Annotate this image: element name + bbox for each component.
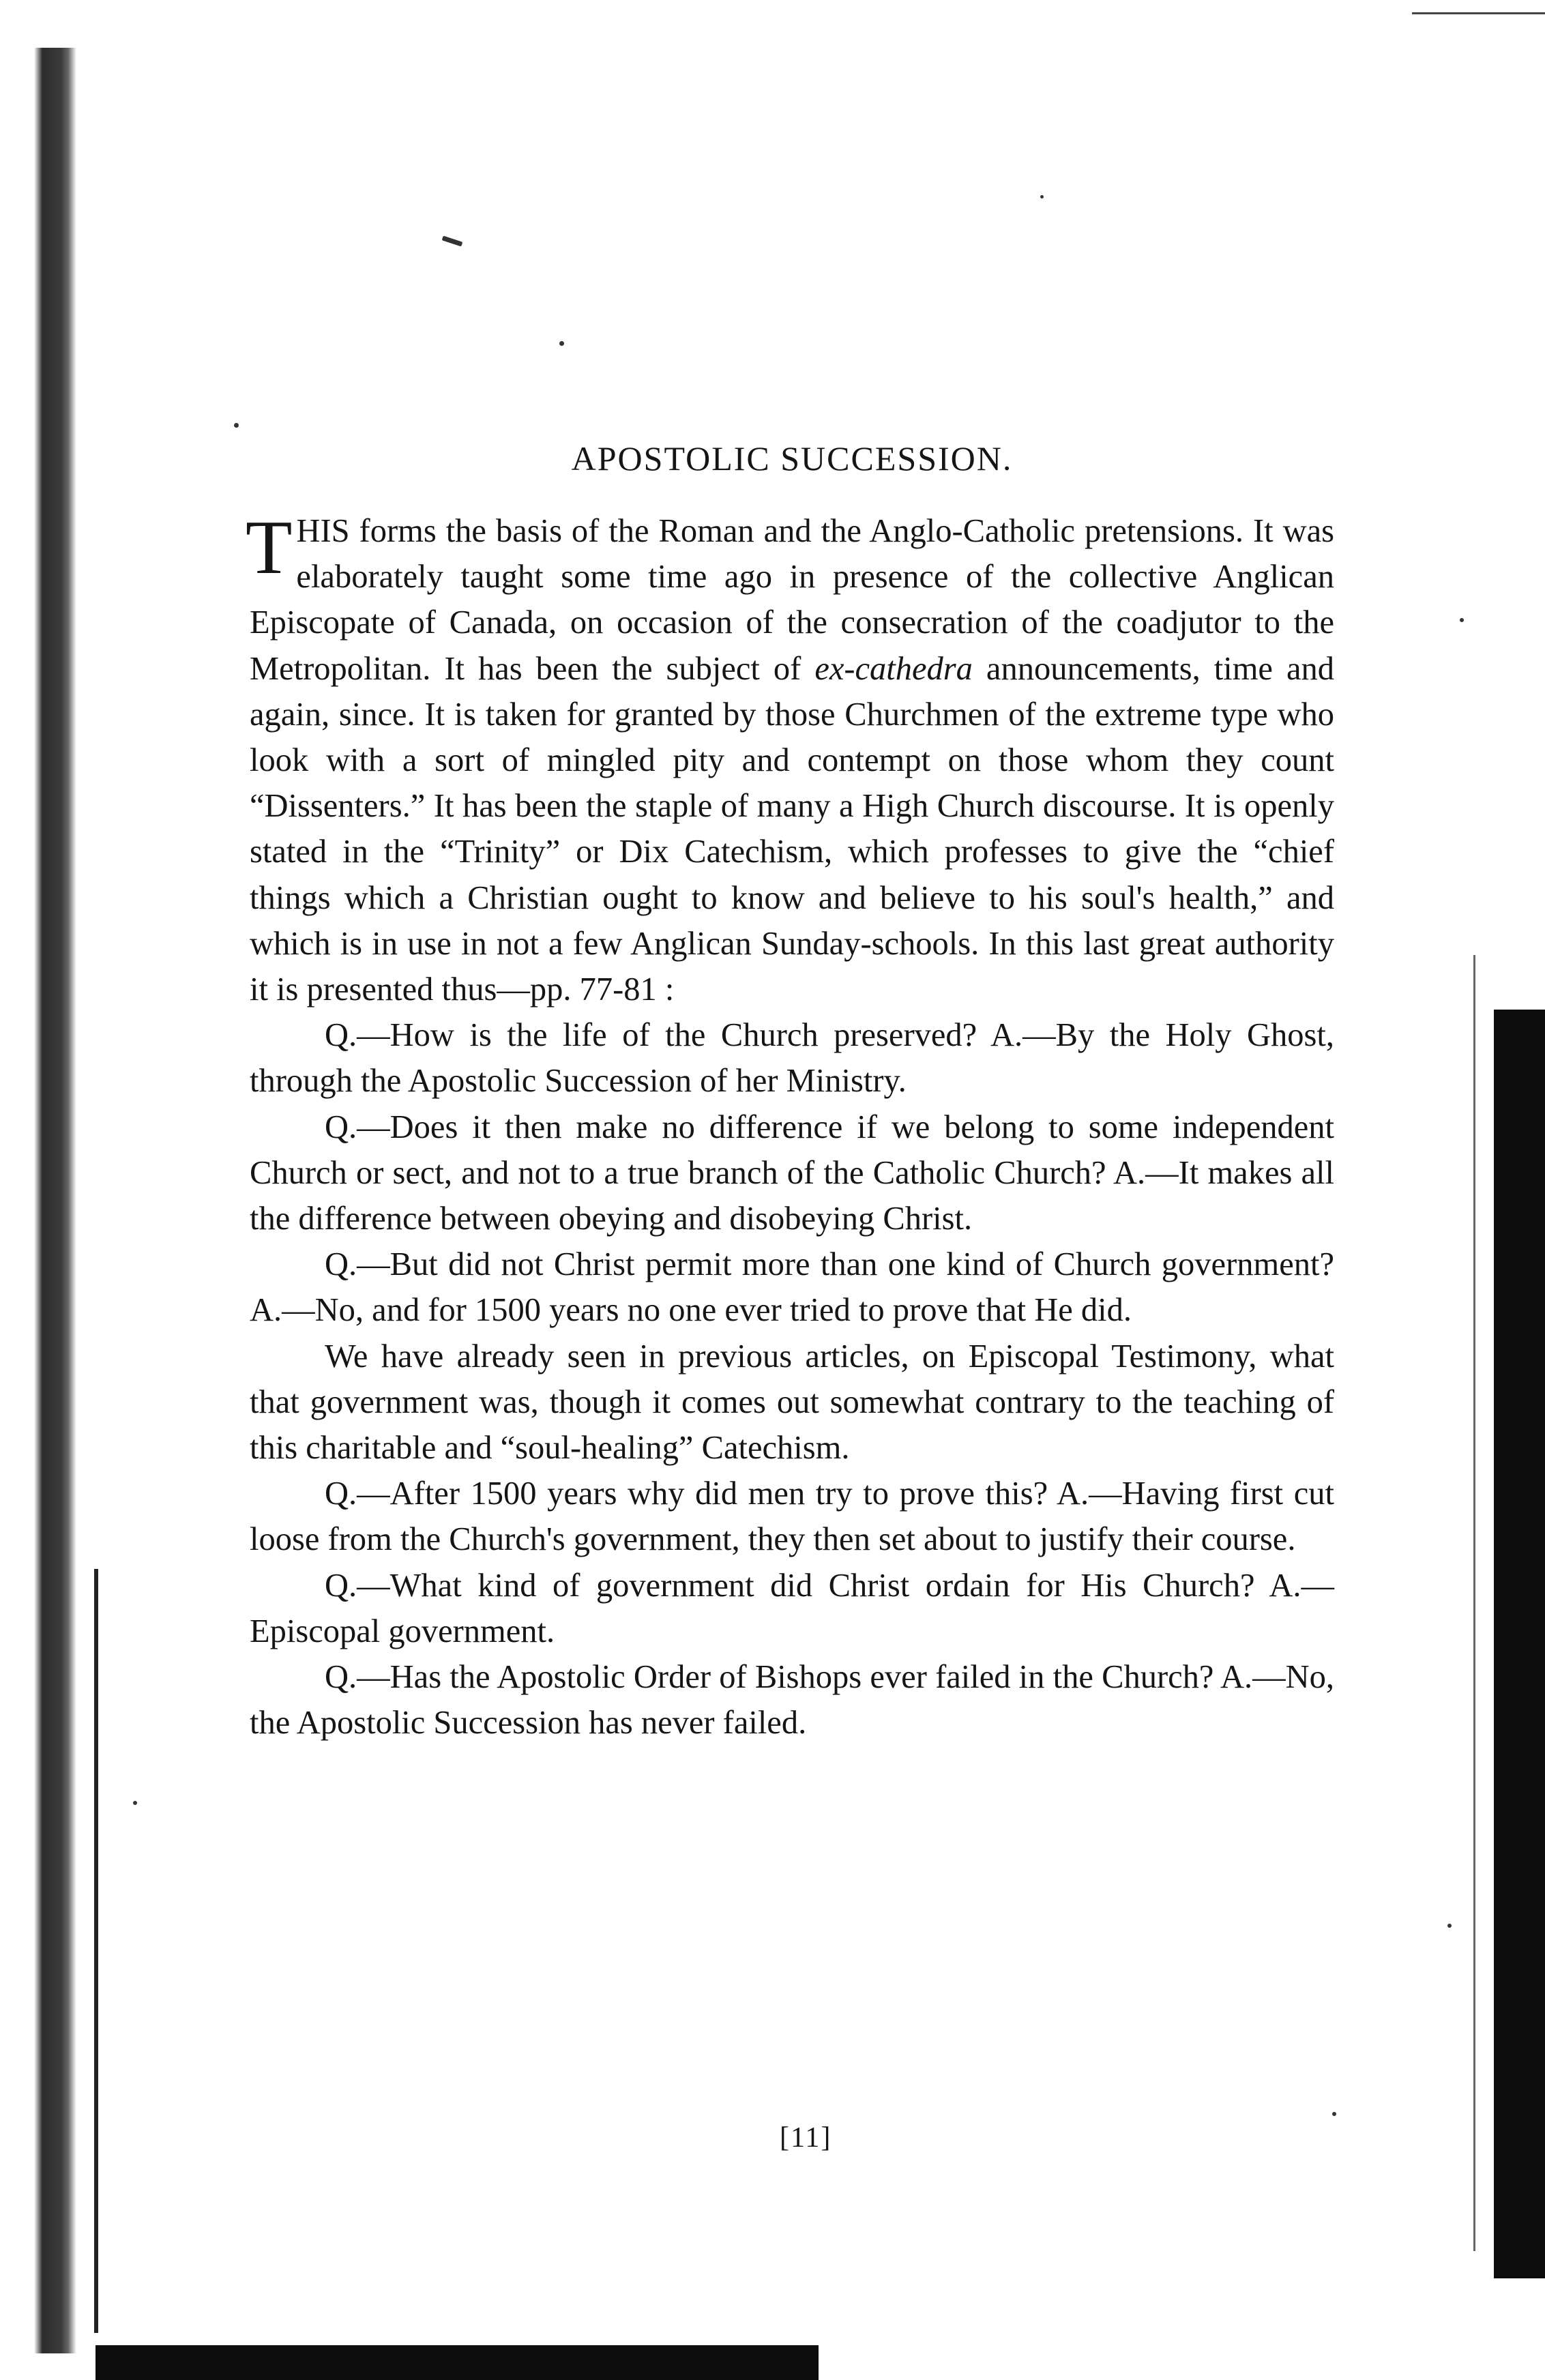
scan-speck [559,341,564,346]
page-title: APOSTOLIC SUCCESSION. [571,439,1013,478]
italic-term: ex-cathedra [814,650,973,687]
paragraph-qa: Q.—After 1500 years why did men try to prove this? A.—Having first cut loose from the Church's government, they then set about to justify their course. [250,1475,1334,1558]
text-segment: HIS forms the basis of the Roman and the Anglo-Catholic pretensions. It was elaborately taught some time ago in presence of the collective Anglican Episcopate of Canada, on occasion of the consecration of the coadjutor to the Metropolitan. It has been the subject of [250,513,1334,687]
page-number: [11] [780,2122,832,2154]
scan-speck [1332,2112,1336,2116]
scan-edge-line [1473,955,1475,2251]
scan-speck [1447,1924,1452,1928]
page-binding-shadow [0,48,102,2353]
scan-speck [1040,195,1044,199]
paragraph-qa: Q.—But did not Christ permit more than one kind of Church government? A.—No, and for 1500 years no one ever tried to prove that He did. [250,1246,1334,1329]
text-segment: announcements, time and again, since. It is taken for granted by those Churchmen of the extreme type who look with a sort of mingled pity and contempt on those whom they count “Dissenters.” It has been the staple of many a High Church discourse. It is openly stated in the “Trinity” or Dix Catechism, which professes to give the “chief things which a Christian ought to know and believe to his soul's health,” and which is in use in not a few Anglican Sunday-schools. In this last great authority it is presented thus—pp. 77-81 : [250,650,1334,1008]
paragraph-qa: Q.—Does it then make no difference if we belong to some independent Church or sect, and not to a true branch of the Catholic Church? A.—It makes all the difference between obeying and disobeying Christ. [250,1108,1334,1237]
scan-edge-shadow-right [1494,1010,1545,2278]
scan-speck [442,236,463,247]
scan-speck [234,423,239,428]
paragraph-qa: Q.—How is the life of the Church preserved? A.—By the Holy Ghost, through the Apostolic Succession of her Ministry. [250,1017,1334,1100]
paragraph-commentary: We have already seen in previous articles, on Episcopal Testimony, what that government was, though it comes out somewhat contrary to the teaching of this charitable and “soul-healing” Catechism. [250,1338,1334,1467]
body-text [246,505,1334,1746]
scan-rule-top [1412,12,1545,14]
paragraph-qa: Q.—Has the Apostolic Order of Bishops ever failed in the Church? A.—No, the Apostolic Succession has never failed. [250,1659,1334,1742]
paragraph-qa: Q.—What kind of government did Christ ordain for His Church? A.—Episcopal government. [250,1567,1334,1649]
scan-edge-shadow-bottom [95,2345,819,2380]
scan-speck [1460,618,1464,622]
page-binding-edge [94,1569,98,2333]
drop-cap: T [246,505,293,590]
scan-speck [133,1801,137,1805]
paragraph-intro [246,505,1334,1012]
